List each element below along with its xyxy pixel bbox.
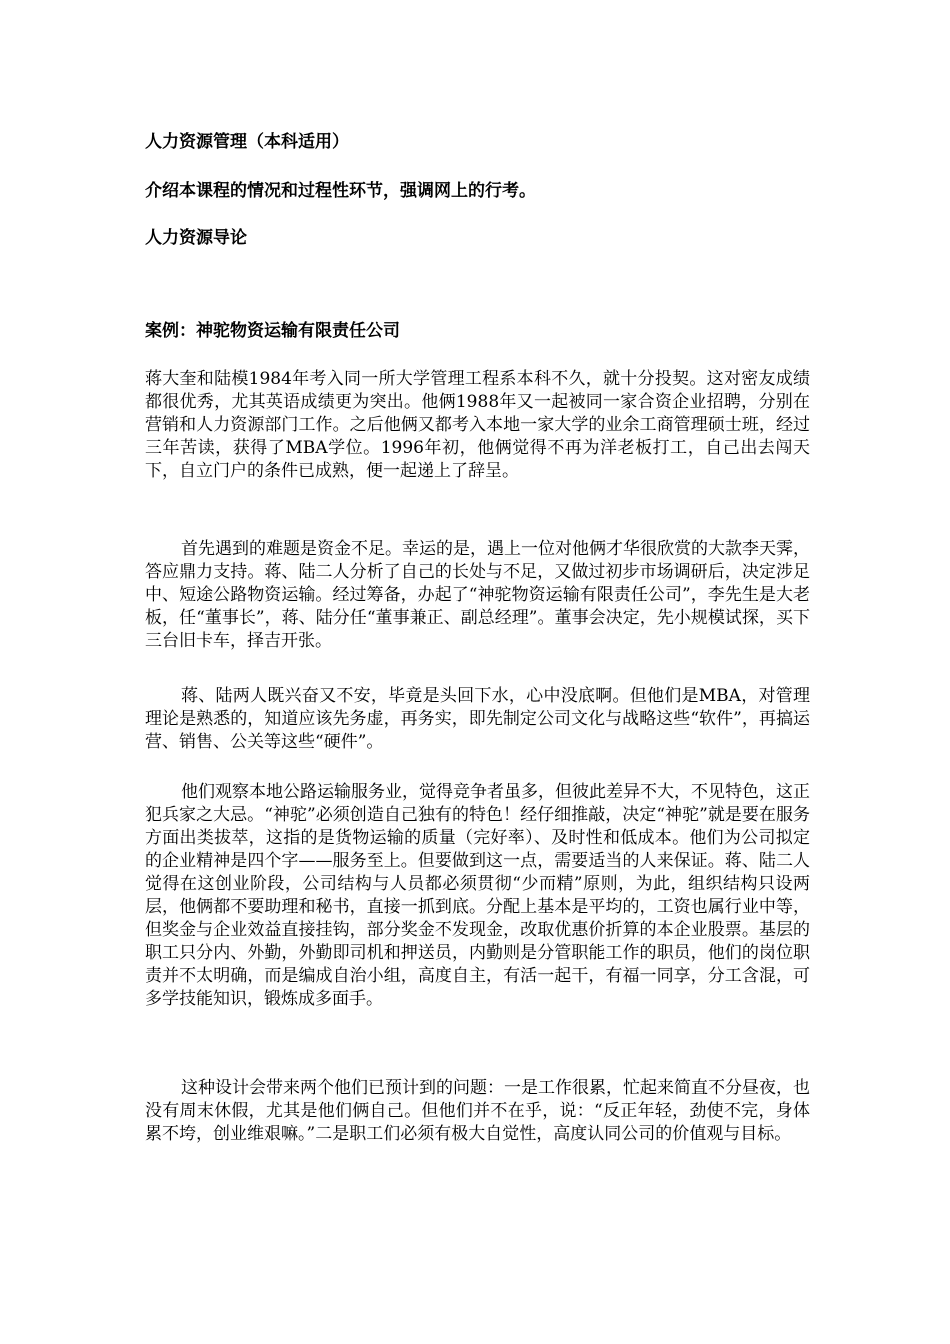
case-paragraph-2: 首先遇到的难题是资金不足。幸运的是，遇上一位对他俩才华很欣赏的大款李天霁，答应鼎力支持。蒋、陆二人分析了自己的长处与不足，又做过初步市场调研后，决定涉足中、短途公路物资运输。经过筹备，办起了“神驼物资运输有限责任公司”，李先生是大老板，任“董事长”，蒋、陆分任“董事兼正、副总经理”。董事会决定，先小规模试探，买下三台旧卡车，择吉开张。	[145, 539, 810, 651]
case-title: 案例：神驼物资运输有限责任公司	[145, 321, 400, 341]
case-paragraph-1: 蒋大奎和陆模1984年考入同一所大学管理工程系本科不久，就十分投契。这对密友成绩都很优秀，尤其英语成绩更为突出。他俩1988年又一起被同一家合资企业招聘，分别在营销和人力资源部门工作。之后他俩又都考入本地一家大学的业余工商管理硕士班，经过三年苦读，获得了MBA学位。1996年初，他俩觉得不再为洋老板打工，自己出去闯天下，自立门户的条件已成熟，便一起递上了辞呈。	[145, 369, 810, 481]
case-paragraph-3: 蒋、陆两人既兴奋又不安，毕竟是头回下水，心中没底啊。但他们是MBA，对管理理论是熟悉的，知道应该先务虚，再务实，即先制定公司文化与战略这些“软件”，再搞运营、销售、公关等这些“硬件”。	[145, 686, 810, 752]
case-paragraph-4: 他们观察本地公路运输服务业，觉得竞争者虽多，但彼此差异不大，不见特色，这正犯兵家之大忌。“神驼”必须创造自己独有的特色！经仔细推敲，决定“神驼”就是要在服务方面出类拔萃，这指的是货物运输的质量（完好率）、及时性和低成本。他们为公司拟定的企业精神是四个字——服务至上。但要做到这一点，需要适当的人来保证。蒋、陆二人觉得在这创业阶段，公司结构与人员都必须贯彻“少而精”原则，为此，组织结构只设两层，他俩都不要助理和秘书，直接一抓到底。分配上基本是平均的，工资也属行业中等，但奖金与企业效益直接挂钩，部分奖金不发现金，改取优惠价折算的本企业股票。基层的职工只分内、外勤，外勤即司机和押送员，内勤则是分管职能工作的职员，他们的岗位职责并不太明确，而是编成自治小组，高度自主，有活一起干，有福一同享，分工含混，可多学技能知识，锻炼成多面手。	[145, 782, 810, 1009]
case-paragraph-5: 这种设计会带来两个他们已预计到的问题：一是工作很累，忙起来简直不分昼夜，也没有周末休假，尤其是他们俩自己。但他们并不在乎，说：“反正年轻，劲使不完，身体累不垮，创业维艰嘛。”二是职工们必须有极大自觉性，高度认同公司的价值观与目标。	[145, 1078, 810, 1144]
course-intro: 介绍本课程的情况和过程性环节，强调网上的行考。	[145, 181, 536, 201]
course-title: 人力资源管理（本科适用）	[145, 132, 349, 152]
chapter-title: 人力资源导论	[145, 228, 247, 248]
